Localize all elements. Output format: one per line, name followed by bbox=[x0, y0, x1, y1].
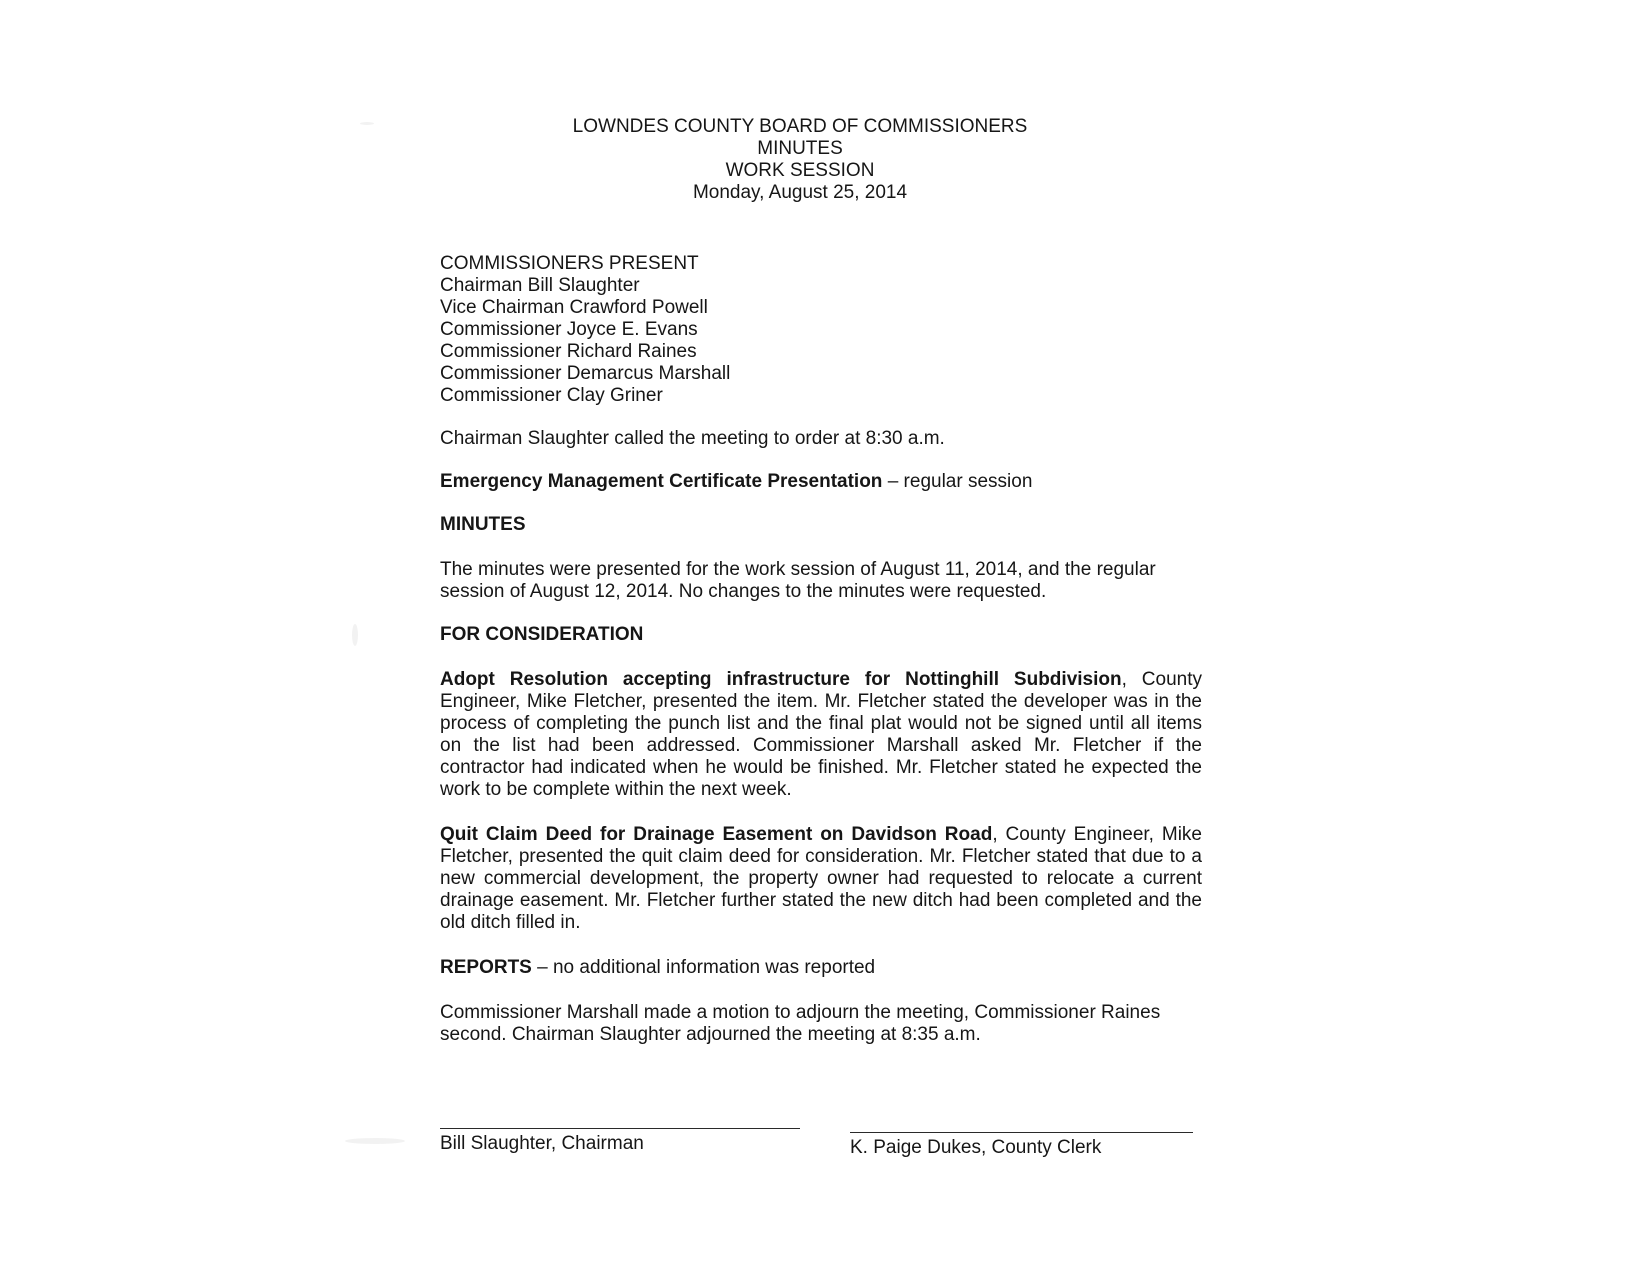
scan-smudge bbox=[345, 1138, 405, 1144]
meeting-date: Monday, August 25, 2014 bbox=[692, 182, 908, 203]
scan-smudge bbox=[352, 624, 358, 646]
reports-item bbox=[440, 957, 1202, 979]
scan-smudge bbox=[360, 122, 374, 125]
doc-type: MINUTES bbox=[757, 138, 843, 159]
item-text: , County Engineer, Mike Fletcher, presented the item. Mr. Fletcher stated the developer was in the process of completing the punch list and the final plat would not be signed until all items on the list had been addressed. Commissioner Marshall asked Mr. Fletcher if the contractor had indicated when he would be finished. Mr. Fletcher stated he expected the work to be complete within the next week. bbox=[440, 669, 1202, 800]
call-to-order: Chairman Slaughter called the meeting to order at 8:30 a.m. bbox=[440, 428, 945, 449]
item-title: Adopt Resolution accepting infrastructure for Nottinghill Subdivision bbox=[440, 669, 1122, 690]
member-name: Commissioner Clay Griner bbox=[440, 385, 663, 406]
document-header bbox=[560, 116, 1040, 204]
commissioners-present bbox=[440, 253, 1202, 407]
item-text: , County Engineer, Mike Fletcher, presented the quit claim deed for consideration. Mr. Fletcher stated that due to a new commercial development, the property owner had requested to relocate a current drainage easement. Mr. Fletcher further stated the new ditch had been completed and the old ditch filled in. bbox=[440, 824, 1202, 933]
signature-line bbox=[440, 1128, 800, 1129]
present-heading: COMMISSIONERS PRESENT bbox=[440, 253, 699, 274]
clerk-name: K. Paige Dukes, County Clerk bbox=[850, 1137, 1102, 1158]
member-name: Vice Chairman Crawford Powell bbox=[440, 297, 708, 318]
minutes-heading: MINUTES bbox=[440, 514, 526, 535]
signature-block bbox=[440, 1128, 1202, 1168]
consideration-item bbox=[440, 669, 1202, 801]
member-name: Commissioner Joyce E. Evans bbox=[440, 319, 698, 340]
reports-note: – no additional information was reported bbox=[531, 957, 876, 978]
consideration-item bbox=[440, 824, 1202, 934]
emergency-note: – regular session bbox=[882, 471, 1033, 492]
emergency-item bbox=[440, 471, 1202, 493]
session-type: WORK SESSION bbox=[725, 160, 875, 181]
item-title: Quit Claim Deed for Drainage Easement on Davidson Road bbox=[440, 824, 993, 845]
member-name: Commissioner Demarcus Marshall bbox=[440, 363, 731, 384]
minutes-body bbox=[440, 253, 1202, 1046]
chairman-signature bbox=[440, 1128, 800, 1155]
clerk-signature bbox=[850, 1132, 1193, 1159]
signature-line bbox=[850, 1132, 1193, 1133]
consideration-heading: FOR CONSIDERATION bbox=[440, 624, 644, 645]
reports-title: REPORTS bbox=[440, 957, 532, 978]
member-name: Chairman Bill Slaughter bbox=[440, 275, 640, 296]
chairman-name: Bill Slaughter, Chairman bbox=[440, 1133, 644, 1154]
org-title: LOWNDES COUNTY BOARD OF COMMISSIONERS bbox=[572, 116, 1028, 137]
member-name: Commissioner Richard Raines bbox=[440, 341, 697, 362]
adjourn-text: Commissioner Marshall made a motion to adjourn the meeting, Commissioner Raines second. Chairman Slaughter adjourned the meeting at 8:35 a.m. bbox=[440, 1002, 1161, 1045]
minutes-text: The minutes were presented for the work session of August 11, 2014, and the regular session of August 12, 2014. No changes to the minutes were requested. bbox=[440, 559, 1156, 602]
emergency-title: Emergency Management Certificate Presentation bbox=[440, 471, 883, 492]
